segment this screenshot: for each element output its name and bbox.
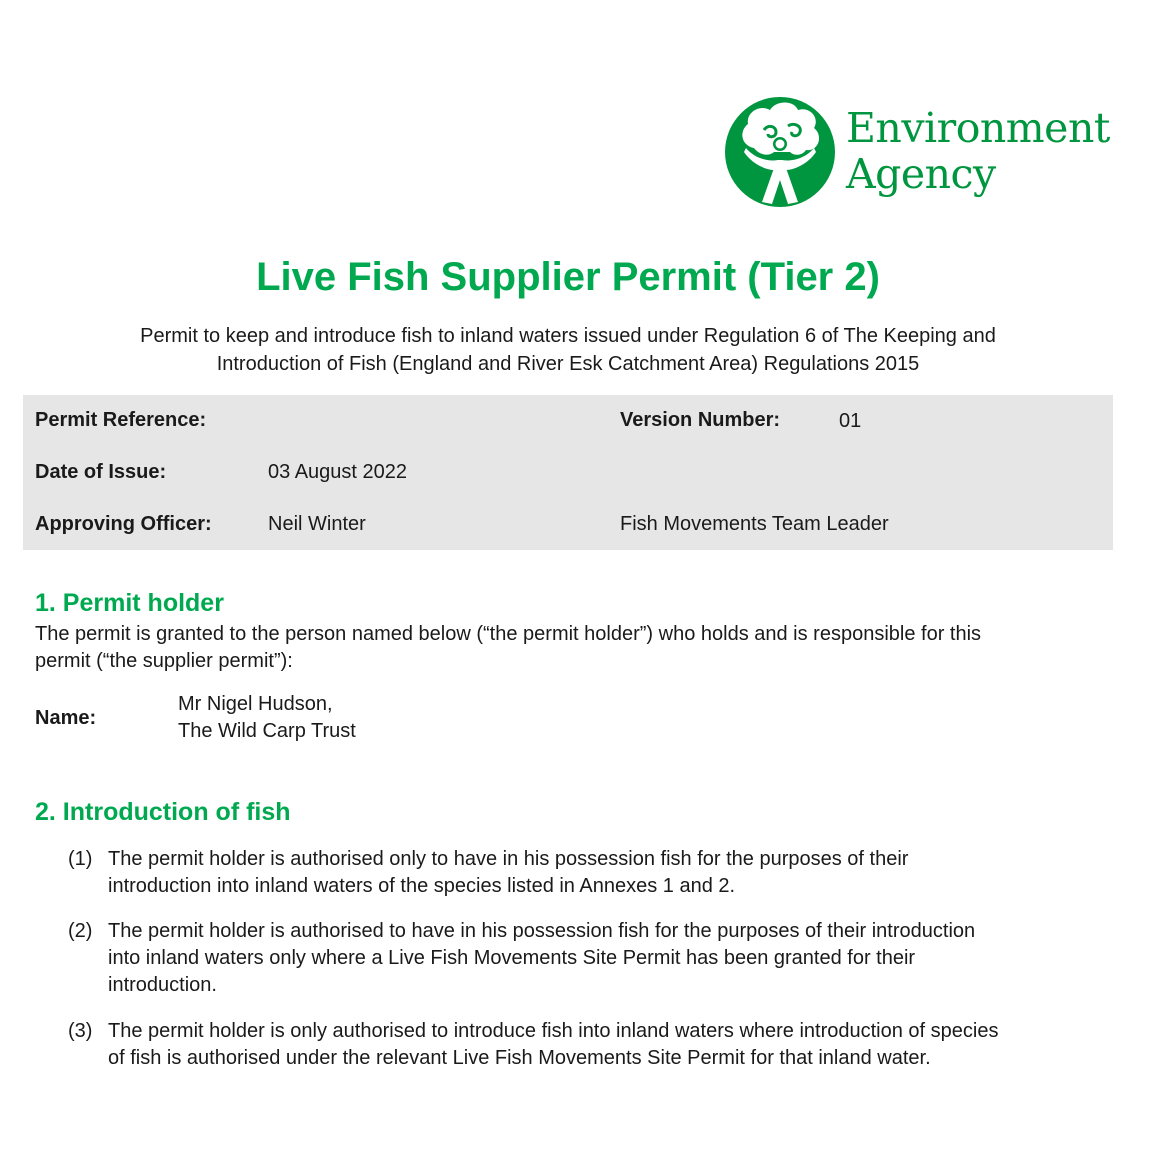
version-number-value: 01	[839, 410, 862, 432]
clause-2-line-1: The permit holder is authorised to have in his possession fish for the purposes of their introduction	[108, 920, 976, 942]
clause-1-number: (1)	[68, 848, 93, 870]
date-of-issue-label: Date of Issue:	[35, 461, 167, 483]
section-1-paragraph-line-1: The permit is granted to the person named below (“the permit holder”) who holds and is responsible for this	[35, 623, 982, 645]
clause-1-line-1: The permit holder is authorised only to have in his possession fish for the purposes of their	[108, 848, 909, 870]
clause-2-number: (2)	[68, 920, 93, 942]
document-title: Live Fish Supplier Permit (Tier 2)	[256, 255, 880, 299]
clause-2-line-2: into inland waters only where a Live Fish Movements Site Permit has been granted for their	[108, 947, 916, 969]
document-subtitle	[60, 322, 1076, 378]
logo-word-environment: Environment	[846, 104, 1110, 152]
environment-agency-logo	[724, 96, 1134, 212]
clause-2	[68, 918, 1118, 999]
clause-2-line-3: introduction.	[108, 974, 217, 996]
approving-officer-name: Neil Winter	[268, 513, 366, 535]
logo-word-agency: Agency	[846, 150, 996, 198]
clause-3	[68, 1018, 1118, 1072]
clause-1	[68, 846, 1118, 900]
permit-holder-name-line-1: Mr Nigel Hudson,	[178, 693, 333, 715]
permit-reference-label: Permit Reference:	[35, 409, 207, 431]
approving-officer-label: Approving Officer:	[35, 513, 212, 535]
version-number-label: Version Number:	[620, 409, 781, 431]
section-2-heading: 2. Introduction of fish	[35, 798, 291, 826]
subtitle-line-1: Permit to keep and introduce fish to inland waters issued under Regulation 6 of The Keeping and	[140, 325, 996, 347]
permit-holder-name-line-2: The Wild Carp Trust	[178, 720, 356, 742]
approving-officer-role: Fish Movements Team Leader	[620, 513, 889, 535]
clause-3-line-1: The permit holder is only authorised to introduce fish into inland waters where introduction of species	[108, 1020, 999, 1042]
subtitle-line-2: Introduction of Fish (England and River Esk Catchment Area) Regulations 2015	[216, 353, 920, 375]
section-1-paragraph-line-2: permit (“the supplier permit”):	[35, 650, 293, 672]
clause-1-line-2: introduction into inland waters of the species listed in Annexes 1 and 2.	[108, 875, 736, 897]
clause-3-line-2: of fish is authorised under the relevant Live Fish Movements Site Permit for that inland water.	[108, 1047, 931, 1069]
permit-holder-name	[178, 691, 356, 745]
permit-holder-name-label: Name:	[35, 707, 97, 729]
clause-3-number: (3)	[68, 1020, 93, 1042]
section-1-paragraph	[35, 621, 1110, 675]
tree-person-icon	[724, 96, 836, 208]
date-of-issue-value: 03 August 2022	[268, 461, 408, 483]
permit-info-box	[23, 395, 1113, 550]
section-1-heading: 1. Permit holder	[35, 589, 224, 617]
